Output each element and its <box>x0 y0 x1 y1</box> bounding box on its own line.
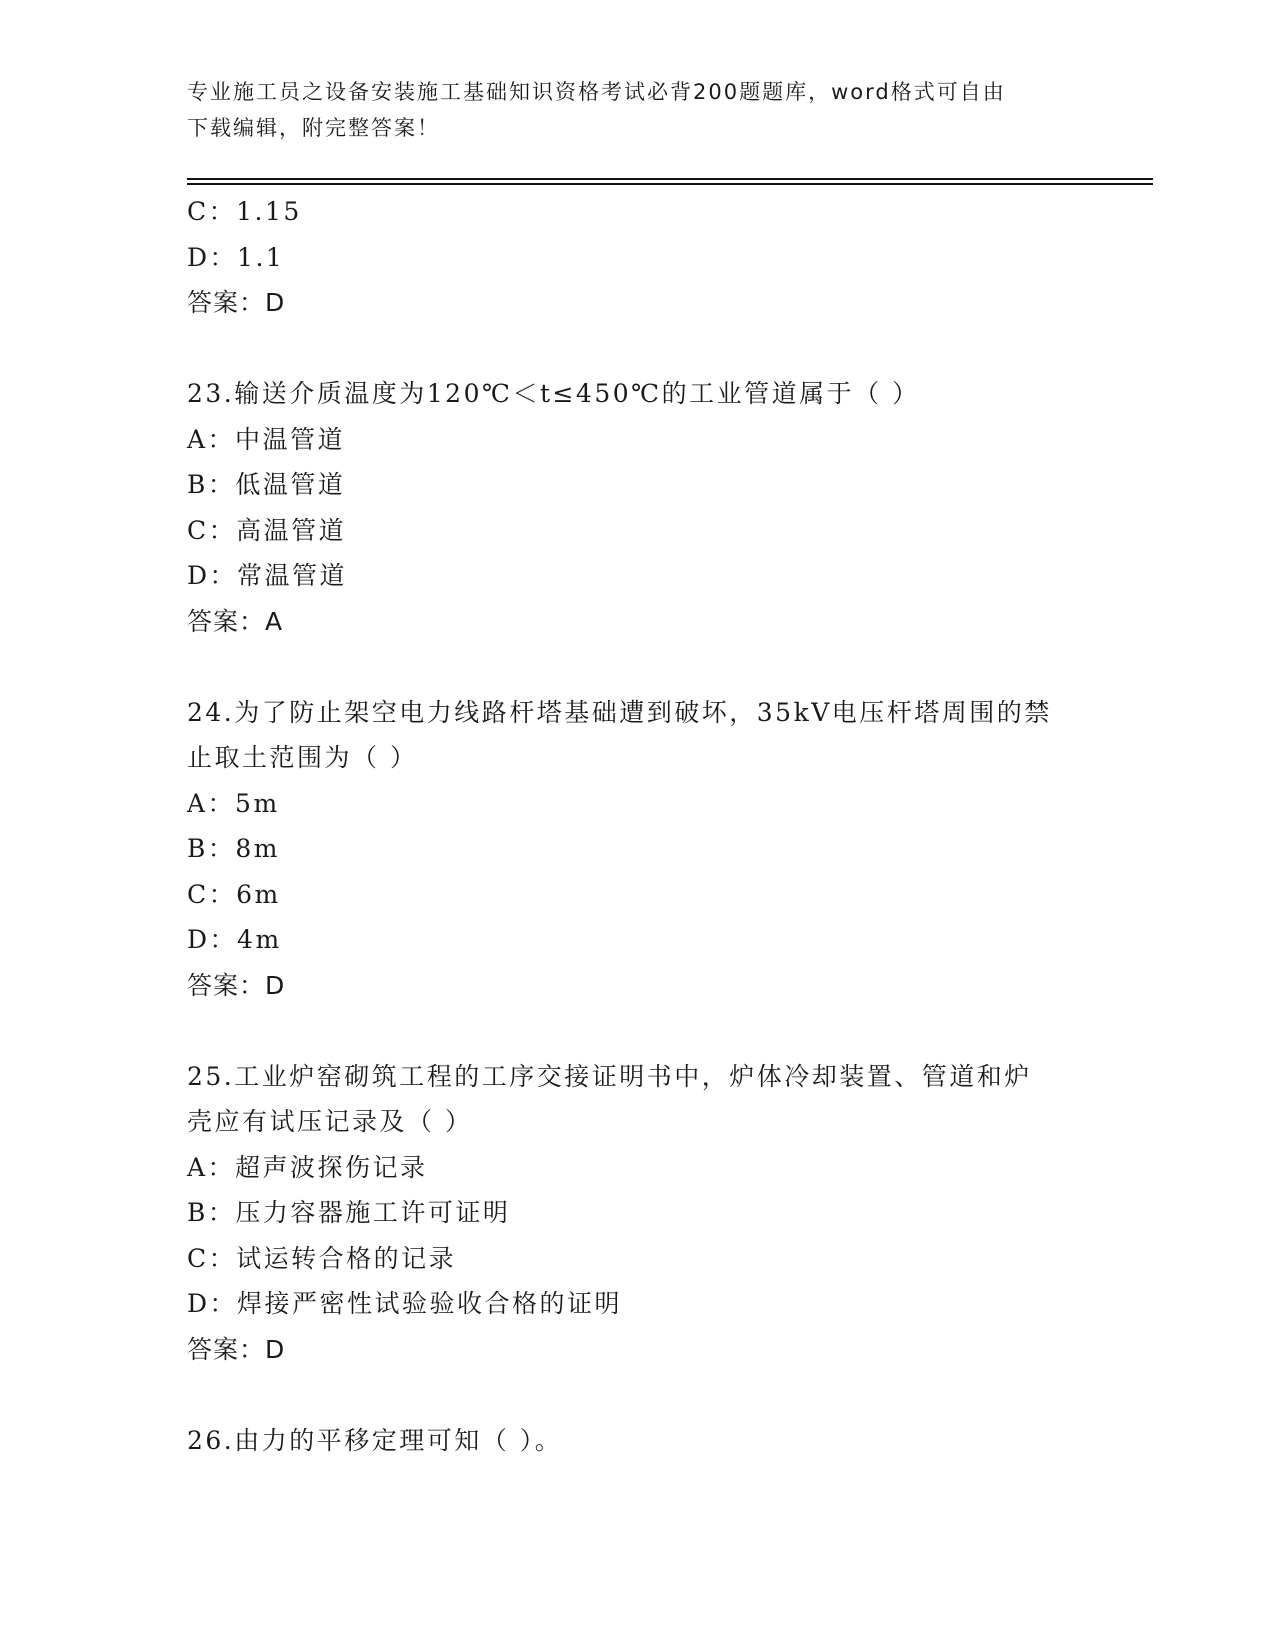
option-c: C：1.15 <box>187 197 302 226</box>
question-list <box>187 189 1087 1463</box>
question-text-line-1: 24.为了防止架空电力线路杆塔基础遭到破坏，35kV电压杆塔周围的禁 <box>187 697 1052 727</box>
answer: 答案：D <box>187 970 286 1000</box>
option-d: D：常温管道 <box>187 561 348 590</box>
option-a: A：中温管道 <box>187 424 346 454</box>
question-26 <box>187 1418 1087 1464</box>
answer: 答案：A <box>187 606 284 636</box>
answer: 答案：D <box>187 288 286 317</box>
question-text-line-1: 25.工业炉窑砌筑工程的工序交接证明书中，炉体冷却装置、管道和炉 <box>187 1061 1032 1091</box>
document-header <box>187 74 1087 146</box>
option-c: C：高温管道 <box>187 515 347 545</box>
header-divider-top <box>187 178 1153 180</box>
question-text-line-2: 壳应有试压记录及（ ） <box>187 1107 473 1136</box>
option-d: D：4m <box>187 925 282 954</box>
option-a: A：超声波探伤记录 <box>187 1152 428 1182</box>
option-c: C：6m <box>187 879 281 909</box>
question-text: 26.由力的平移定理可知（ ）。 <box>187 1425 563 1455</box>
option-b: B：低温管道 <box>187 470 346 499</box>
spacer <box>187 644 1087 690</box>
question-23 <box>187 371 1087 644</box>
question-text: 23.输送介质温度为120℃＜t≤450℃的工业管道属于（ ） <box>187 379 920 408</box>
question-text-line-2: 止取土范围为（ ） <box>187 743 418 772</box>
option-d: D：焊接严密性试验验收合格的证明 <box>187 1289 623 1318</box>
spacer <box>187 1008 1087 1054</box>
spacer <box>187 326 1087 372</box>
header-line-2: 下载编辑，附完整答案！ <box>187 116 440 140</box>
question-24 <box>187 690 1087 1009</box>
option-b: B：压力容器施工许可证明 <box>187 1198 511 1227</box>
question-25 <box>187 1054 1087 1373</box>
option-b: B：8m <box>187 834 280 863</box>
header-line-1: 专业施工员之设备安装施工基础知识资格考试必背200题题库，word格式可自由 <box>187 80 1006 104</box>
spacer <box>187 1372 1087 1418</box>
option-a: A：5m <box>187 788 280 818</box>
question-22 <box>187 189 1087 326</box>
option-d: D：1.1 <box>187 242 285 272</box>
header-divider-bottom <box>187 183 1153 185</box>
option-c: C：试运转合格的记录 <box>187 1243 457 1273</box>
answer: 答案：D <box>187 1334 286 1364</box>
